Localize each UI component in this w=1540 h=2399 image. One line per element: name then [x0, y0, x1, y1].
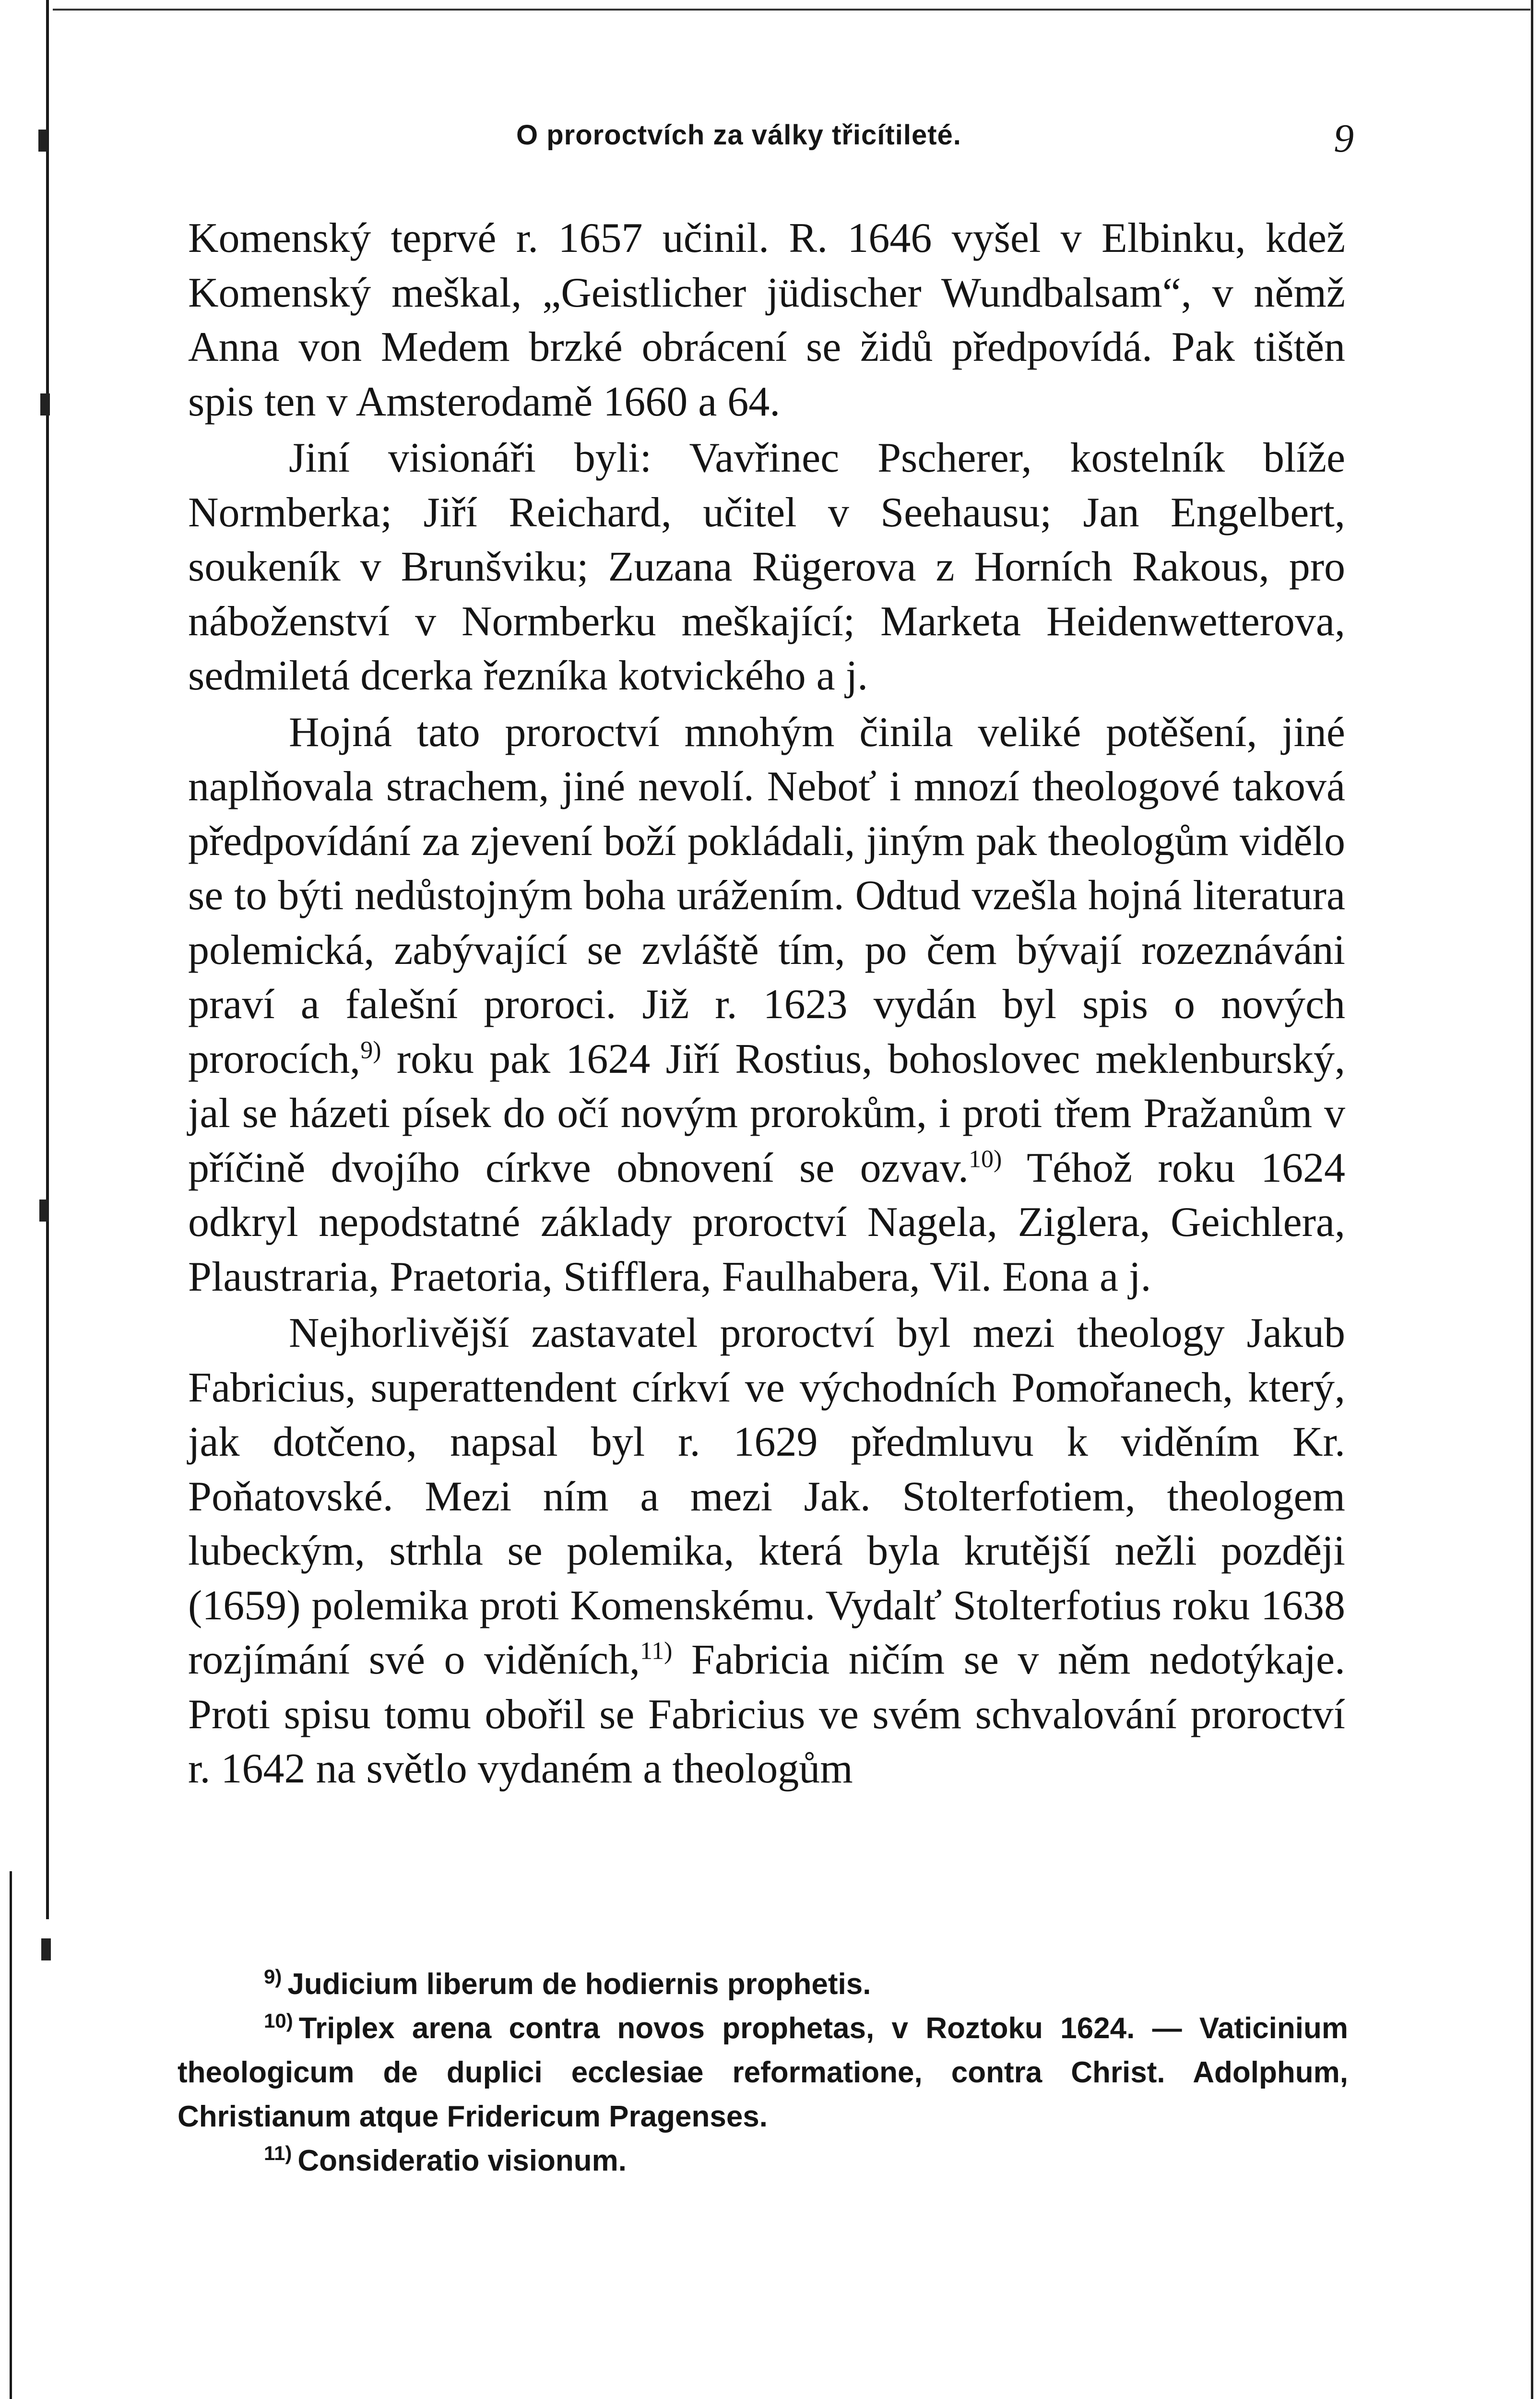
paragraph [188, 1306, 1345, 1796]
paragraph-text: Fabricia ničím se v něm nedotýkaje. Proti spisu tomu obořil se Fabricius ve svém schvalování proroctví r. 1642 na světlo vydaném a theologům [188, 1637, 1346, 1792]
footnote [178, 2139, 1348, 2183]
footnote-reference[interactable]: 10) [969, 1145, 1002, 1173]
page-number: 9 [1334, 116, 1354, 161]
page-gutter [0, 0, 58, 2399]
footnote-reference[interactable]: 9) [360, 1036, 381, 1064]
paragraph-text: Téhož roku 1624 odkryl nepodstatné základy proroctví Nagela, Ziglera, Geichlera, Plaustraria, Praetoria, Stifflera, Faulhabera, Vil. Eona a j. [188, 1144, 1345, 1300]
paragraph-text: roku pak 1624 Jiří [396, 1035, 720, 1082]
paragraph-text: Nejhorlivější zastavatel proroctví byl mezi theology Jakub Fabricius, superattendent církví ve východních Pomořanech, který, jak dotčeno, napsal byl r. 1629 předmluvu k viděním Kr. Poňatovské. Mezi ním a mezi Jak. Stolterfotiem, theologem lubeckým, strhla se polemika, která byla krutější nežli později (1659) polemika proti Komenskému. Vydalť Stolterfotius roku 1638 rozjímání své o viděních, [188, 1310, 1345, 1683]
page-top-edge [53, 9, 1530, 11]
paragraph-text: Hojná tato proroctví mnohým činila veliké potěšení, jiné naplňovala strachem, jiné nevolí. Neboť i mnozí theologové taková předpovídání za zjevení boží pokládali, jiným pak theologům vidělo se to býti nedůstojným boha urážením. Odtud vzešla hojná literatura polemická, zabývající se zvláště tím, po čem bývají rozeznáváni praví a falešní proroci. Již r. 1623 vydán byl spis o nových prorocích, [188, 709, 1345, 1082]
footnote-text: Judicium liberum de hodiernis prophetis. [287, 1968, 871, 2001]
binding-mark [39, 1200, 49, 1222]
footnote-mark: 10) [264, 2009, 293, 2032]
page-right-edge [1531, 0, 1533, 2399]
footnote [178, 1962, 1348, 2007]
paragraph-text: Komenský teprvé r. 1657 učinil. R. 1646 vyšel v Elbinku, kdež Komenský meškal, „Geistlicher jüdischer Wundbalsam“, v němž Anna von Medem brzké obrácení se židů předpovídá. Pak tištěn spis ten v Amsterodamě 1660 a 64. [188, 215, 1345, 425]
footnote-mark: 11) [264, 2142, 292, 2165]
paragraph-text: Jiní visionáři byli: Vavřinec Pscherer, kostelník blíže Normberka; Jiří Reichard, učitel v Seehausu; Jan Engelbert, soukeník v Brunšviku; Zuzana Rügerova z Horních Rakous, pro náboženství v Normberku meškající; Marketa Heidenwetterova, sedmiletá dcerka řezníka kotvického a j. [188, 435, 1345, 699]
body-text [188, 211, 1345, 1798]
footnotes [178, 1962, 1348, 2183]
paragraph-text: Rostius, bohoslovec meklenburský, jal se házeti písek do očí novým prorokům, i proti třem Pražanům v příčině dvojího církve obnovení se ozvav. [188, 1035, 1345, 1191]
running-title: O proroctvích za války třicítileté. [516, 119, 961, 151]
footnote-reference[interactable]: 11) [640, 1637, 673, 1665]
paragraph [188, 431, 1345, 703]
footnote-text: Triplex arena contra novos prophetas, v Roztoku 1624. — Vaticinium theologicum de duplici ecclesiae reformatione, contra Christ. Adolphum, Christianum atque Fridericum Pragenses. [178, 2012, 1348, 2133]
footnote-text: Consideratio visionum. [297, 2144, 627, 2177]
page-header [0, 115, 1540, 168]
paragraph [188, 211, 1345, 429]
binding-mark [41, 1938, 51, 1960]
footnote-mark: 9) [264, 1965, 282, 1988]
paragraph [188, 705, 1345, 1305]
footnote [178, 2007, 1348, 2139]
binding-mark [40, 393, 50, 416]
binding-edge [46, 0, 49, 1919]
binding-edge-lower [10, 1871, 12, 2399]
